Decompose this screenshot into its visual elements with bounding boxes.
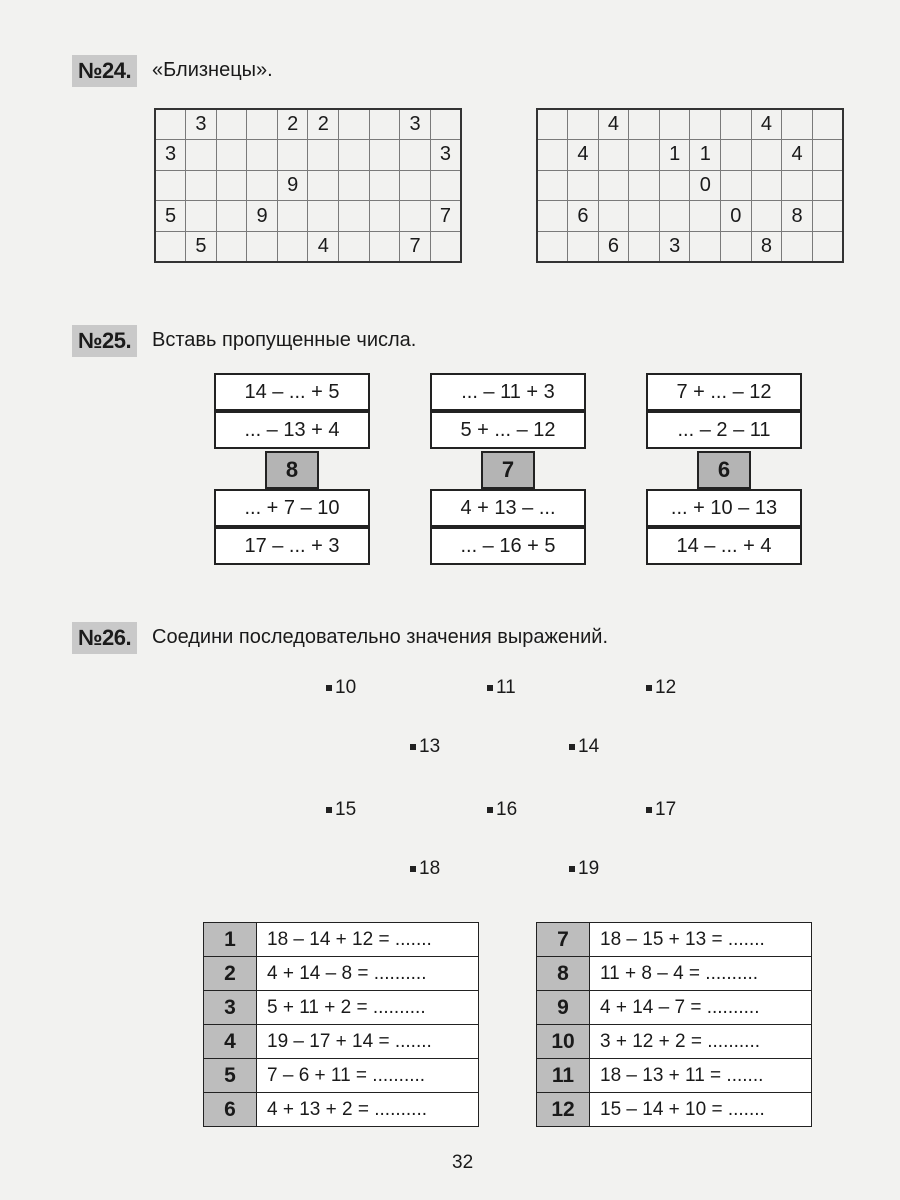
grid-cell[interactable]	[629, 231, 660, 262]
grid-cell[interactable]	[812, 201, 843, 232]
grid-cell[interactable]	[339, 201, 370, 232]
expression-index: 5	[204, 1059, 257, 1093]
expression-index: 3	[204, 991, 257, 1025]
expression-box[interactable]: 5 + ... – 12	[430, 411, 586, 449]
grid-cell[interactable]	[782, 231, 813, 262]
connect-point[interactable]	[569, 736, 599, 758]
grid-cell[interactable]	[247, 231, 278, 262]
grid-cell[interactable]	[186, 201, 217, 232]
grid-cell[interactable]	[277, 231, 308, 262]
point-marker-icon	[326, 685, 332, 691]
grid-row	[155, 201, 461, 232]
grid-cell[interactable]	[568, 170, 599, 201]
grid-cell[interactable]	[155, 170, 186, 201]
grid-cell[interactable]	[369, 170, 400, 201]
expression-box[interactable]: 14 – ... + 4	[646, 527, 802, 565]
connect-point[interactable]	[487, 677, 516, 699]
point-marker-icon	[646, 685, 652, 691]
grid-cell[interactable]	[216, 109, 247, 140]
expression-text[interactable]: 18 – 15 + 13 = .......	[590, 923, 812, 957]
grid-cell[interactable]	[247, 170, 278, 201]
grid-cell[interactable]	[690, 201, 721, 232]
expression-box[interactable]: ... + 10 – 13	[646, 489, 802, 527]
grid-cell[interactable]	[812, 140, 843, 171]
grid-cell[interactable]	[339, 140, 370, 171]
expression-index: 4	[204, 1025, 257, 1059]
target-value-box: 7	[481, 451, 535, 489]
point-marker-icon	[326, 807, 332, 813]
expression-row	[204, 1025, 479, 1059]
grid-cell[interactable]: 6	[568, 201, 599, 232]
exercise-24-title: «Близнецы».	[152, 59, 273, 81]
point-label: 10	[335, 677, 357, 698]
grid-cell[interactable]	[751, 170, 782, 201]
point-marker-icon	[487, 807, 493, 813]
exercise-24-number: №24.	[72, 55, 137, 87]
grid-cell[interactable]	[721, 140, 752, 171]
expression-index: 7	[537, 923, 590, 957]
grid-row	[537, 231, 843, 262]
twins-grid-left	[154, 108, 462, 263]
expression-row	[204, 957, 479, 991]
grid-cell[interactable]	[537, 140, 568, 171]
exercise-25-number: №25.	[72, 325, 137, 357]
connect-point[interactable]	[410, 858, 440, 880]
connect-point[interactable]	[646, 799, 676, 821]
point-label: 13	[419, 736, 441, 757]
expression-box[interactable]: 4 + 13 – ...	[430, 489, 586, 527]
point-label: 19	[578, 858, 600, 879]
grid-cell[interactable]	[659, 170, 690, 201]
expression-text[interactable]: 3 + 12 + 2 = ..........	[590, 1025, 812, 1059]
expression-index: 1	[204, 923, 257, 957]
grid-cell[interactable]	[537, 109, 568, 140]
expression-text[interactable]: 4 + 13 + 2 = ..........	[257, 1093, 479, 1127]
grid-cell[interactable]	[308, 170, 339, 201]
grid-cell[interactable]	[369, 140, 400, 171]
connect-point[interactable]	[646, 677, 676, 699]
grid-cell[interactable]	[629, 140, 660, 171]
grid-cell[interactable]	[537, 201, 568, 232]
grid-cell[interactable]	[277, 140, 308, 171]
point-marker-icon	[569, 866, 575, 872]
grid-cell[interactable]: 4	[598, 109, 629, 140]
grid-cell[interactable]	[155, 109, 186, 140]
grid-cell[interactable]: 0	[690, 170, 721, 201]
grid-cell[interactable]	[751, 140, 782, 171]
grid-cell[interactable]: 5	[155, 201, 186, 232]
grid-cell[interactable]: 7	[430, 201, 461, 232]
grid-cell[interactable]	[277, 201, 308, 232]
expression-text[interactable]: 4 + 14 – 8 = ..........	[257, 957, 479, 991]
expression-row	[204, 1093, 479, 1127]
grid-cell[interactable]	[216, 231, 247, 262]
connect-point[interactable]	[487, 799, 517, 821]
expression-index: 6	[204, 1093, 257, 1127]
grid-row	[537, 140, 843, 171]
expression-box[interactable]: ... – 13 + 4	[214, 411, 370, 449]
grid-cell[interactable]	[400, 170, 431, 201]
grid-row	[537, 109, 843, 140]
page-number: 32	[452, 1152, 474, 1173]
expression-text[interactable]: 18 – 13 + 11 = .......	[590, 1059, 812, 1093]
point-marker-icon	[569, 744, 575, 750]
grid-cell[interactable]	[598, 201, 629, 232]
grid-cell[interactable]: 6	[598, 231, 629, 262]
target-value-box: 6	[697, 451, 751, 489]
expression-box[interactable]: ... + 7 – 10	[214, 489, 370, 527]
expression-row	[204, 1059, 479, 1093]
grid-cell[interactable]	[568, 231, 599, 262]
grid-row	[155, 140, 461, 171]
expression-index: 11	[537, 1059, 590, 1093]
expression-box[interactable]: 7 + ... – 12	[646, 373, 802, 411]
grid-cell[interactable]	[400, 140, 431, 171]
grid-cell[interactable]: 2	[308, 109, 339, 140]
grid-cell[interactable]: 7	[400, 231, 431, 262]
expression-index: 9	[537, 991, 590, 1025]
grid-cell[interactable]: 1	[690, 140, 721, 171]
expression-row	[537, 923, 812, 957]
grid-cell[interactable]: 3	[430, 140, 461, 171]
grid-cell[interactable]: 4	[782, 140, 813, 171]
grid-cell[interactable]: 1	[659, 140, 690, 171]
grid-cell[interactable]	[247, 140, 278, 171]
grid-cell[interactable]	[430, 170, 461, 201]
expression-box[interactable]: ... – 11 + 3	[430, 373, 586, 411]
grid-cell[interactable]	[216, 201, 247, 232]
grid-cell[interactable]	[537, 231, 568, 262]
grid-cell[interactable]	[782, 170, 813, 201]
connect-point[interactable]	[410, 736, 440, 758]
point-label: 14	[578, 736, 600, 757]
point-marker-icon	[487, 685, 493, 691]
grid-cell[interactable]: 4	[568, 140, 599, 171]
expression-box[interactable]: ... – 16 + 5	[430, 527, 586, 565]
expression-text[interactable]: 18 – 14 + 12 = .......	[257, 923, 479, 957]
grid-cell[interactable]: 0	[721, 201, 752, 232]
expression-text[interactable]: 19 – 17 + 14 = .......	[257, 1025, 479, 1059]
expression-box[interactable]: ... – 2 – 11	[646, 411, 802, 449]
grid-cell[interactable]	[186, 170, 217, 201]
expression-box[interactable]: 14 – ... + 5	[214, 373, 370, 411]
grid-cell[interactable]	[216, 140, 247, 171]
grid-cell[interactable]: 3	[186, 109, 217, 140]
expression-index: 2	[204, 957, 257, 991]
connect-point[interactable]	[326, 799, 356, 821]
grid-cell[interactable]	[369, 231, 400, 262]
grid-cell[interactable]	[568, 109, 599, 140]
expression-text[interactable]: 11 + 8 – 4 = ..........	[590, 957, 812, 991]
grid-cell[interactable]	[751, 201, 782, 232]
expression-index: 12	[537, 1093, 590, 1127]
expression-row	[537, 1025, 812, 1059]
point-label: 18	[419, 858, 441, 879]
grid-cell[interactable]	[598, 170, 629, 201]
expression-text[interactable]: 4 + 14 – 7 = ..........	[590, 991, 812, 1025]
grid-cell[interactable]	[812, 231, 843, 262]
expression-row	[537, 957, 812, 991]
grid-cell[interactable]	[308, 140, 339, 171]
grid-cell[interactable]	[400, 201, 431, 232]
grid-cell[interactable]: 9	[277, 170, 308, 201]
grid-cell[interactable]	[369, 109, 400, 140]
expression-text[interactable]: 7 – 6 + 11 = ..........	[257, 1059, 479, 1093]
expressions-table-right	[536, 922, 812, 1127]
grid-cell[interactable]: 3	[155, 140, 186, 171]
grid-cell[interactable]	[339, 109, 370, 140]
grid-cell[interactable]: 5	[186, 231, 217, 262]
grid-cell[interactable]	[216, 170, 247, 201]
grid-cell[interactable]: 2	[277, 109, 308, 140]
connect-point[interactable]	[569, 858, 599, 880]
point-label: 11	[496, 677, 516, 698]
exercise-26-number: №26.	[72, 622, 137, 654]
grid-cell[interactable]	[782, 109, 813, 140]
expression-text[interactable]: 15 – 14 + 10 = .......	[590, 1093, 812, 1127]
exercise-26-title: Соедини последовательно значения выражений.	[152, 626, 608, 648]
expression-row	[537, 991, 812, 1025]
grid-cell[interactable]	[186, 140, 217, 171]
grid-cell[interactable]	[812, 109, 843, 140]
grid-cell[interactable]	[721, 170, 752, 201]
grid-cell[interactable]: 8	[751, 231, 782, 262]
point-label: 16	[496, 799, 518, 820]
expression-row	[537, 1093, 812, 1127]
grid-cell[interactable]	[659, 201, 690, 232]
grid-cell[interactable]	[430, 109, 461, 140]
grid-row	[155, 109, 461, 140]
point-marker-icon	[410, 744, 416, 750]
expression-index: 8	[537, 957, 590, 991]
grid-cell[interactable]	[629, 170, 660, 201]
connect-point[interactable]	[326, 677, 356, 699]
point-label: 17	[655, 799, 677, 820]
grid-cell[interactable]	[339, 231, 370, 262]
grid-cell[interactable]	[537, 170, 568, 201]
expression-row	[204, 991, 479, 1025]
grid-row	[537, 170, 843, 201]
grid-cell[interactable]	[598, 140, 629, 171]
grid-cell[interactable]	[721, 109, 752, 140]
grid-row	[537, 201, 843, 232]
target-value-box: 8	[265, 451, 319, 489]
grid-cell[interactable]: 4	[308, 231, 339, 262]
point-marker-icon	[410, 866, 416, 872]
expression-text[interactable]: 5 + 11 + 2 = ..........	[257, 991, 479, 1025]
grid-cell[interactable]: 8	[782, 201, 813, 232]
expression-box[interactable]: 17 – ... + 3	[214, 527, 370, 565]
grid-cell[interactable]: 4	[751, 109, 782, 140]
point-marker-icon	[646, 807, 652, 813]
twins-grid-right	[536, 108, 844, 263]
grid-cell[interactable]	[155, 231, 186, 262]
expression-index: 10	[537, 1025, 590, 1059]
grid-cell[interactable]	[721, 231, 752, 262]
point-label: 15	[335, 799, 357, 820]
grid-cell[interactable]	[369, 201, 400, 232]
grid-cell[interactable]: 3	[659, 231, 690, 262]
expressions-table-left	[203, 922, 479, 1127]
grid-row	[155, 231, 461, 262]
grid-cell[interactable]: 3	[400, 109, 431, 140]
grid-cell[interactable]	[629, 201, 660, 232]
exercise-25-title: Вставь пропущенные числа.	[152, 329, 417, 351]
grid-cell[interactable]	[339, 170, 370, 201]
grid-cell[interactable]	[690, 231, 721, 262]
grid-cell[interactable]	[247, 109, 278, 140]
expression-row	[537, 1059, 812, 1093]
grid-cell[interactable]	[629, 109, 660, 140]
grid-cell[interactable]	[308, 201, 339, 232]
grid-cell[interactable]	[659, 109, 690, 140]
point-label: 12	[655, 677, 677, 698]
grid-row	[155, 170, 461, 201]
grid-cell[interactable]	[430, 231, 461, 262]
grid-cell[interactable]	[690, 109, 721, 140]
grid-cell[interactable]: 9	[247, 201, 278, 232]
expression-row	[204, 923, 479, 957]
grid-cell[interactable]	[812, 170, 843, 201]
